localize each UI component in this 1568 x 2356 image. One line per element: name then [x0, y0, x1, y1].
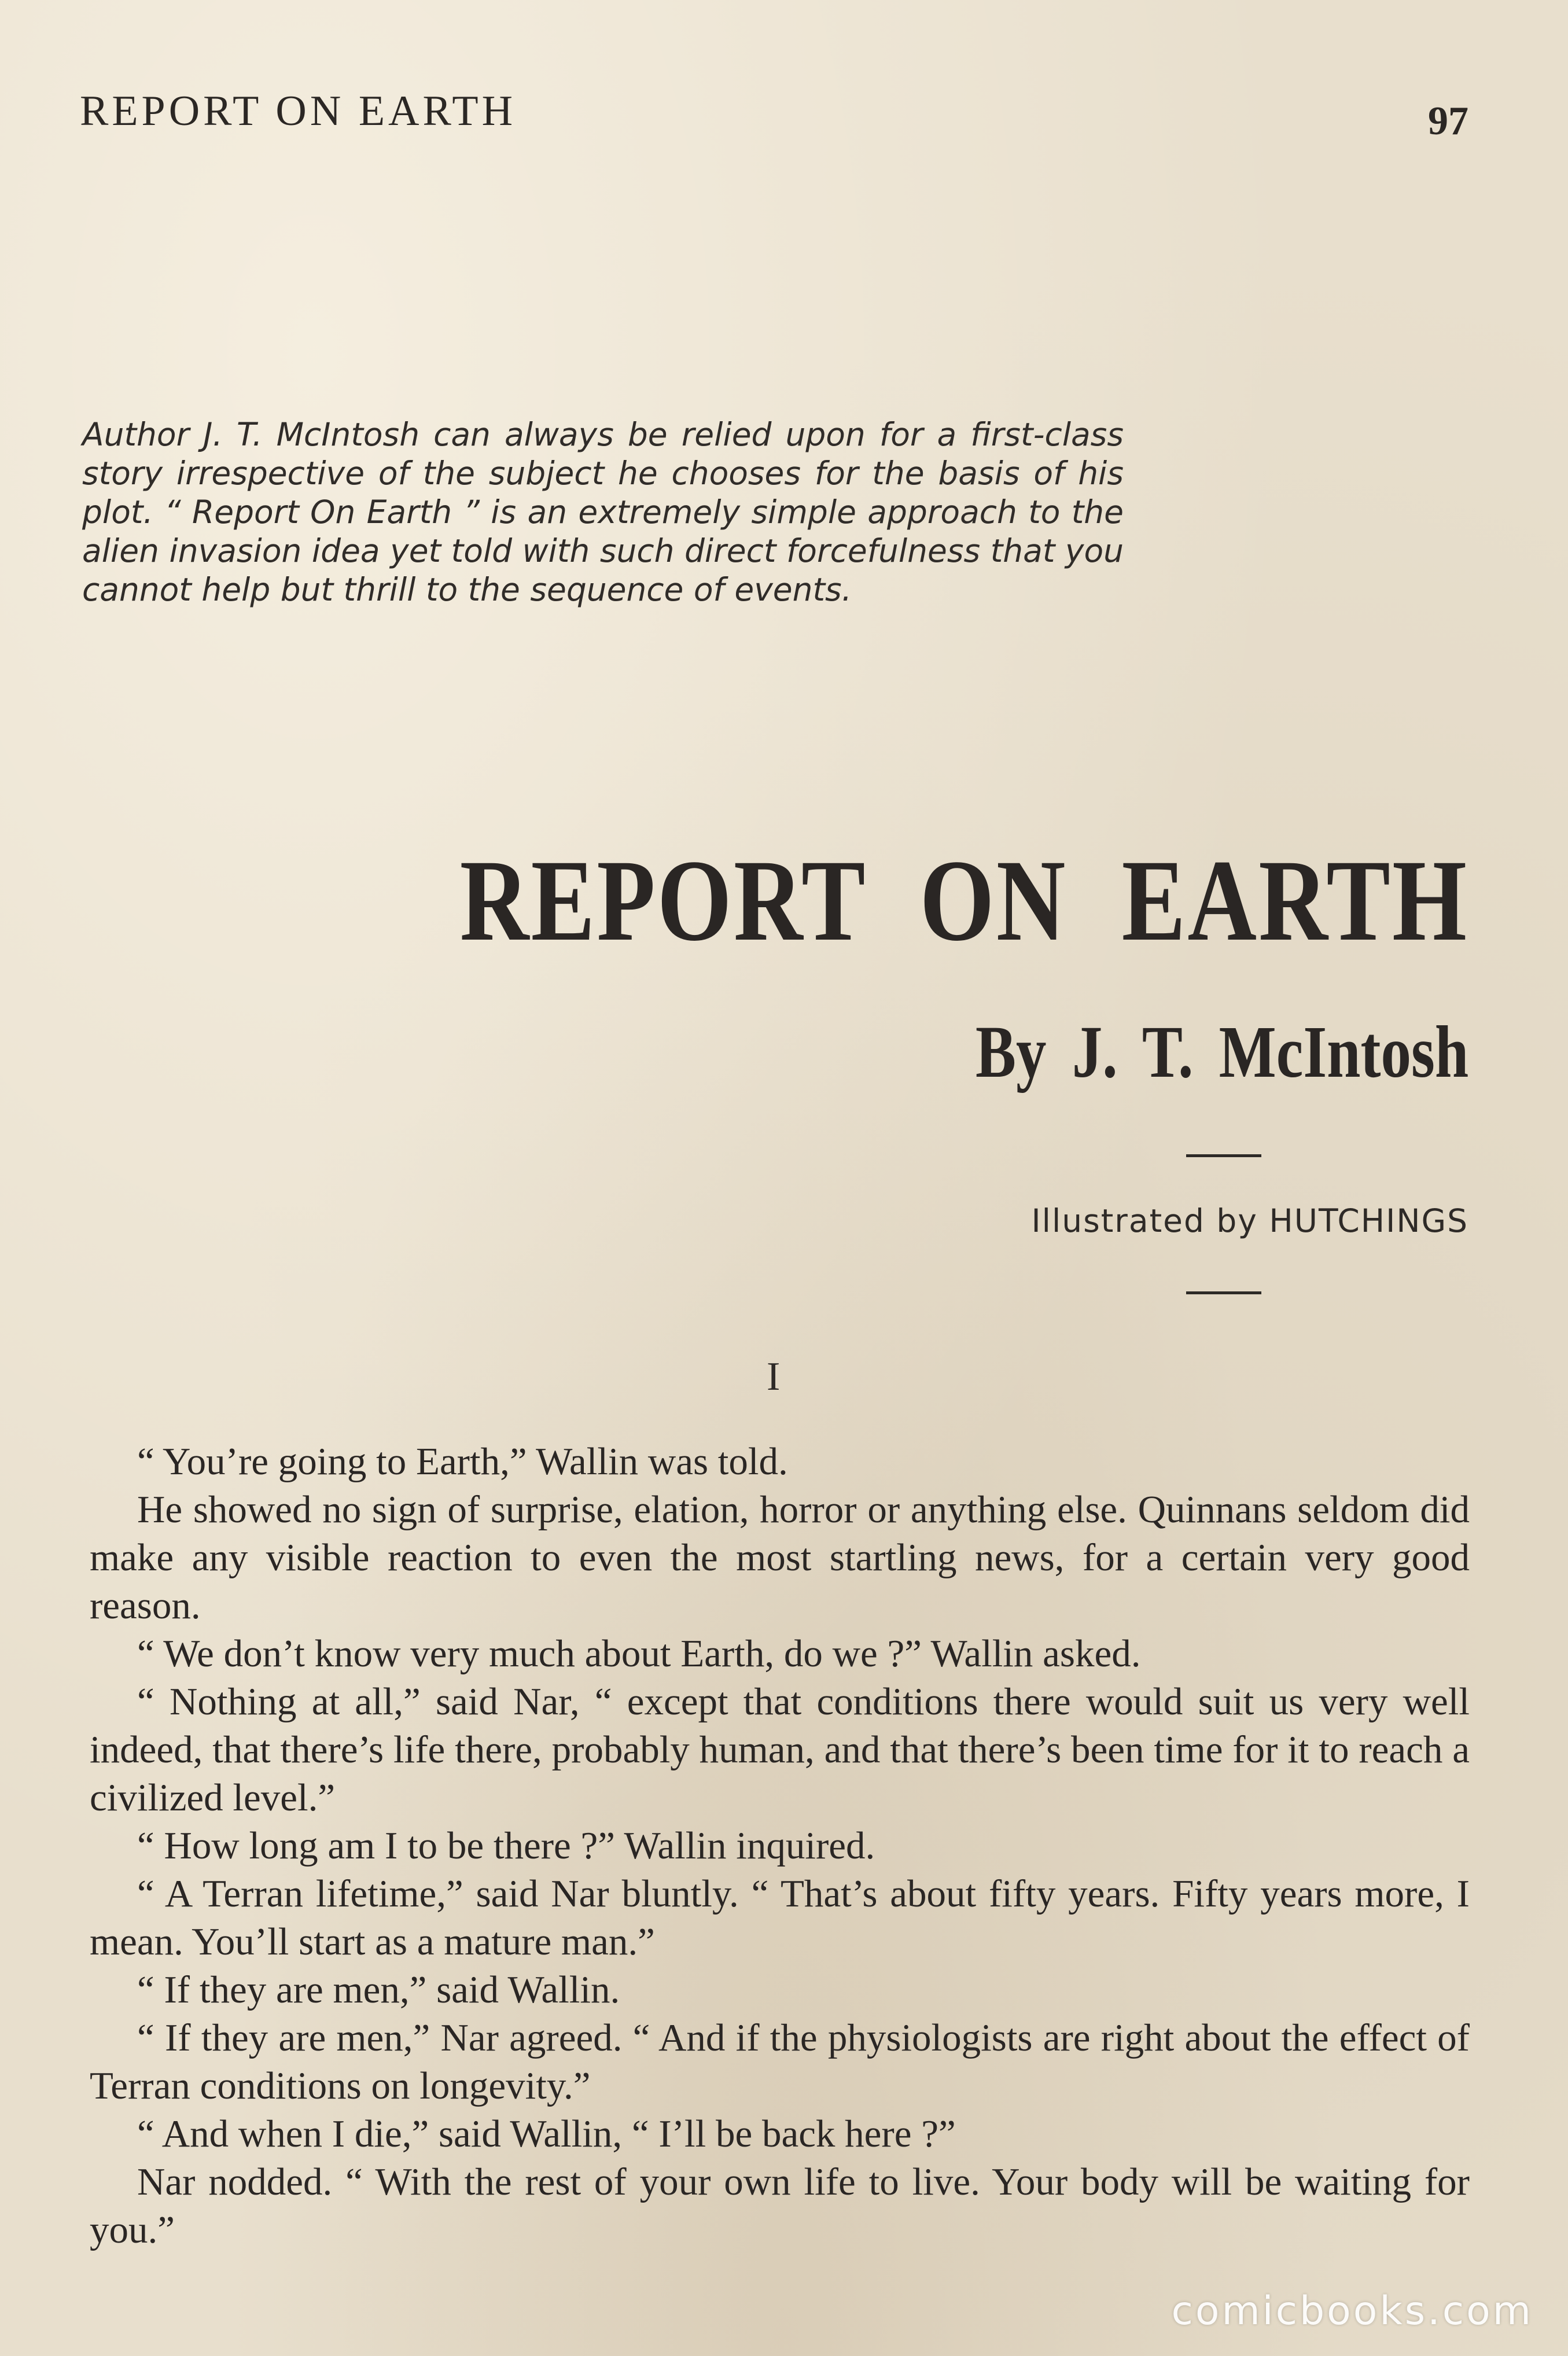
story-blurb: Author J. T. McIntosh can always be relied upon for a first-class story irrespective of the subject he chooses for the basis of his plot. “ Report On Earth ” is an extremely simple approach to the alien invasion idea yet told with such direct forcefulness that you cannot help but thrill to the sequence of events.	[82, 416, 1124, 608]
paragraph: Nar nodded. “ With the rest of your own life to live. Your body will be waiting for you.”	[90, 2160, 1470, 2251]
paragraph: “ How long am I to be there ?” Wallin inquired.	[137, 1824, 875, 1867]
divider-rule	[1186, 1154, 1261, 1157]
paragraph: “ If they are men,” Nar agreed. “ And if the physiologists are right about the effect of Terran conditions on longevity.”	[90, 2016, 1470, 2107]
paragraph: “ If they are men,” said Wallin.	[137, 1968, 620, 2011]
story-byline: By J. T. McIntosh	[975, 1011, 1468, 1093]
story-body	[90, 1438, 1470, 2254]
divider-rule	[1186, 1291, 1261, 1294]
story-title: REPORT ON EARTH	[459, 835, 1468, 965]
illustrator-credit: Illustrated by HUTCHINGS	[1031, 1202, 1468, 1239]
paragraph: “ Nothing at all,” said Nar, “ except that conditions there would suit us very well indeed, that there’s life there, probably human, and that there’s been time for it to reach a civilized level.”	[90, 1680, 1470, 1819]
page-number: 97	[1428, 99, 1468, 143]
paragraph: “ A Terran lifetime,” said Nar bluntly. “ That’s about fifty years. Fifty years more, I mean. You’ll start as a mature man.”	[90, 1872, 1470, 1963]
section-number: I	[767, 1354, 781, 1399]
paragraph: He showed no sign of surprise, elation, horror or anything else. Quinnans seldom did make any visible reaction to even the most startling news, for a certain very good reason.	[90, 1488, 1470, 1627]
paragraph: “ You’re going to Earth,” Wallin was told.	[137, 1440, 788, 1483]
running-head: REPORT ON EARTH	[80, 87, 517, 135]
paragraph: “ And when I die,” said Wallin, “ I’ll be back here ?”	[137, 2112, 956, 2155]
paragraph: “ We don’t know very much about Earth, do we ?” Wallin asked.	[137, 1632, 1141, 1675]
watermark: comicbooks.com	[1171, 2288, 1533, 2334]
